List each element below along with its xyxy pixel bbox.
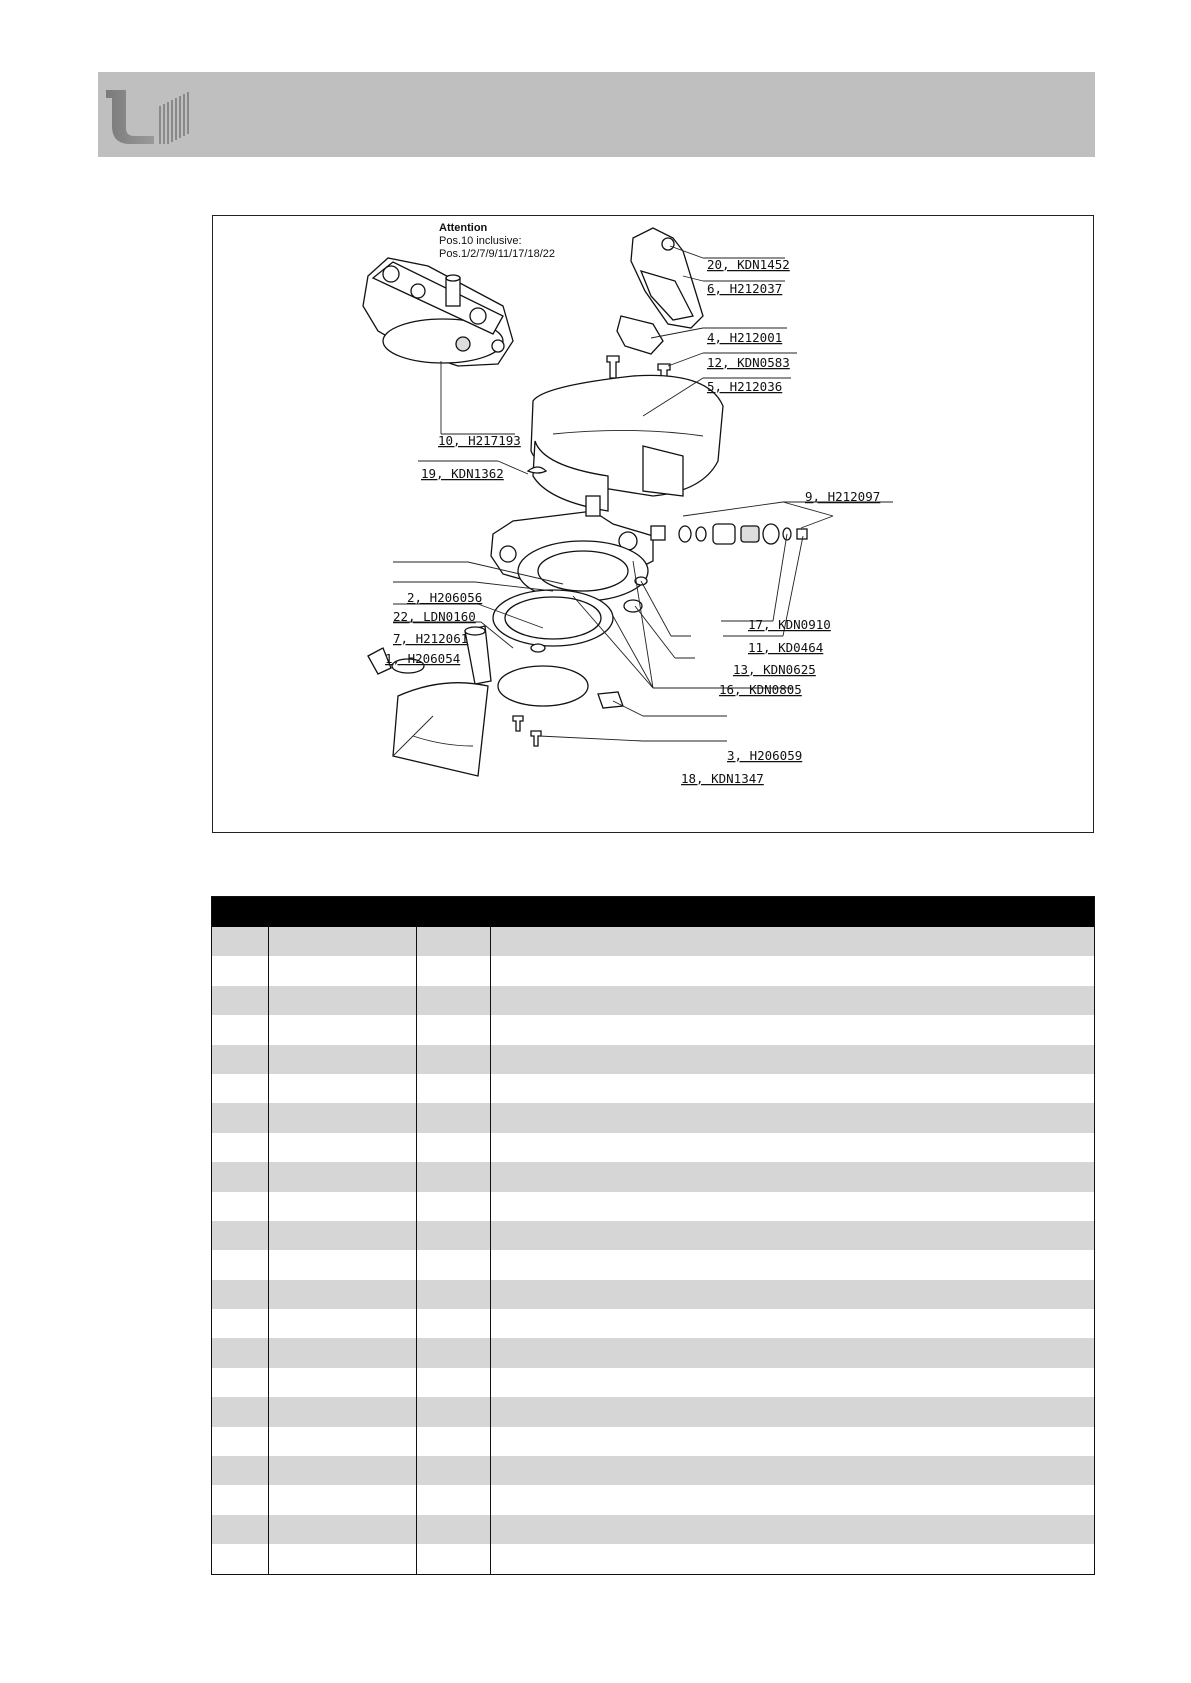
cylinder-part-1 xyxy=(393,626,491,776)
company-logo xyxy=(102,88,194,148)
parts-list-table xyxy=(211,896,1095,1575)
table-row xyxy=(212,1456,1094,1485)
table-row xyxy=(212,1015,1094,1044)
page-header-band xyxy=(98,72,1095,157)
callout-17: 17, KDN0910 xyxy=(748,617,831,632)
table-row xyxy=(212,1544,1094,1573)
exploded-parts-diagram xyxy=(212,215,1094,833)
plate-part-4 xyxy=(617,316,663,354)
table-row xyxy=(212,1192,1094,1221)
attention-line-1: Pos.10 inclusive: xyxy=(439,235,522,247)
attention-title: Attention xyxy=(439,222,488,234)
callout-6: 6, H212037 xyxy=(707,281,783,296)
table-row xyxy=(212,956,1094,985)
callout-11: 11, KD0464 xyxy=(748,640,824,655)
table-row xyxy=(212,1515,1094,1544)
table-row xyxy=(212,1162,1094,1191)
table-body xyxy=(212,927,1094,1574)
callout-5: 5, H212036 xyxy=(707,379,783,394)
callout-3: 3, H206059 xyxy=(727,748,803,763)
callout-1: 1, H206054 xyxy=(385,651,461,666)
table-row xyxy=(212,1045,1094,1074)
table-row xyxy=(212,1074,1094,1103)
diagram-drawing xyxy=(213,216,1095,834)
table-row xyxy=(212,1103,1094,1132)
callout-4: 4, H212001 xyxy=(707,330,783,345)
callout-19: 19, KDN1362 xyxy=(421,466,504,481)
table-row xyxy=(212,1427,1094,1456)
table-row xyxy=(212,927,1094,956)
table-row xyxy=(212,1221,1094,1250)
table-header xyxy=(212,897,1094,927)
table-row xyxy=(212,1485,1094,1514)
table-row xyxy=(212,1368,1094,1397)
sub-assembly-part-10 xyxy=(363,258,513,366)
screws-part-18 xyxy=(513,716,541,746)
table-row xyxy=(212,1309,1094,1338)
table-row xyxy=(212,986,1094,1015)
table-row xyxy=(212,1133,1094,1162)
table-row xyxy=(212,1250,1094,1279)
table-row xyxy=(212,1338,1094,1367)
callout-22: 22, LDN0160 xyxy=(393,609,476,624)
callout-10: 10, H217193 xyxy=(438,433,521,448)
cover-part-5 xyxy=(531,375,723,511)
callout-7: 7, H212061 xyxy=(393,631,469,646)
callout-16: 16, KDN0805 xyxy=(719,682,802,697)
callout-2: 2, H206056 xyxy=(407,590,483,605)
valve-stack-part-9 xyxy=(651,524,807,544)
callout-18: 18, KDN1347 xyxy=(681,771,764,786)
table-row xyxy=(212,1397,1094,1426)
attention-line-2: Pos.1/2/7/9/11/17/18/22 xyxy=(439,248,555,260)
plate-part-22 xyxy=(498,666,588,706)
callout-20: 20, KDN1452 xyxy=(707,257,790,272)
block-part-3 xyxy=(598,692,623,708)
table-row xyxy=(212,1280,1094,1309)
callout-12: 12, KDN0583 xyxy=(707,355,790,370)
callout-13: 13, KDN0625 xyxy=(733,662,816,677)
callout-9: 9, H212097 xyxy=(805,489,881,504)
